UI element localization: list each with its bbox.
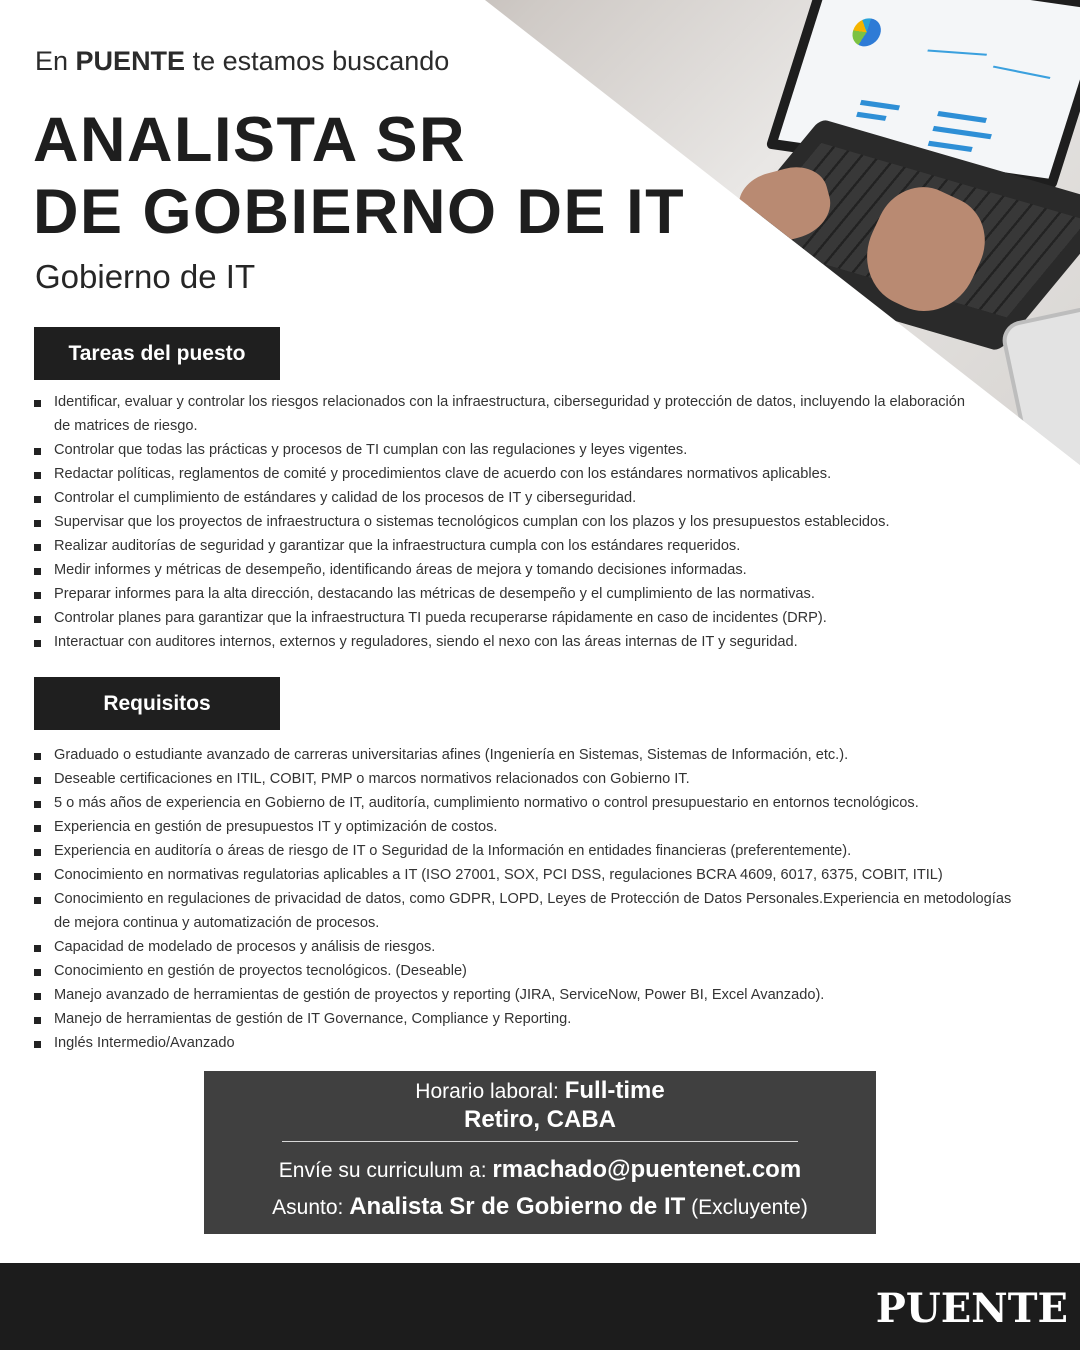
list-item: Controlar planes para garantizar que la infraestructura TI pueda recuperarse rápidamente en caso de incidentes (DRP). [34, 606, 984, 630]
list-item: Realizar auditorías de seguridad y garantizar que la infraestructura cumpla con los estándares requeridos. [34, 534, 984, 558]
list-item: Identificar, evaluar y controlar los riesgos relacionados con la infraestructura, ciberseguridad y protección de datos, incluyendo la elaboración de matrices de riesgo. [34, 390, 984, 438]
list-item: Inglés Intermedio/Avanzado [34, 1031, 1024, 1055]
list-item: Medir informes y métricas de desempeño, identificando áreas de mejora y tomando decisiones informadas. [34, 558, 984, 582]
job-title-line2: DE GOBIERNO DE IT [33, 177, 686, 247]
list-item: Graduado o estudiante avanzado de carreras universitarias afines (Ingeniería en Sistemas, Sistemas de Información, etc.). [34, 743, 1024, 767]
schedule-label: Horario laboral: [415, 1080, 559, 1103]
job-title-line1: ANALISTA SR [33, 105, 466, 175]
list-item: Controlar que todas las prácticas y procesos de TI cumplan con las regulaciones y leyes vigentes. [34, 438, 984, 462]
location-value: Retiro, CABA [463, 1106, 616, 1133]
phone-graphic [999, 299, 1080, 470]
list-item: Preparar informes para la alta dirección, destacando las métricas de desempeño y el cumplimiento de las normativas. [34, 582, 984, 606]
info-divider [282, 1141, 798, 1142]
job-area: Gobierno de IT [35, 258, 256, 295]
subject-value: Analista Sr de Gobierno de IT [349, 1193, 686, 1220]
footer-bar [0, 1263, 1080, 1350]
list-item: Redactar políticas, reglamentos de comité y procedimientos clave de acuerdo con los estándares normativos aplicables. [34, 462, 984, 486]
subject-row [204, 1189, 876, 1226]
list-item: Deseable certificaciones en ITIL, COBIT, PMP o marcos normativos relacionados con Gobierno IT. [34, 767, 1024, 791]
requisitos-list [34, 743, 1024, 1055]
intro-line: En PUENTE te estamos buscando [35, 46, 450, 76]
puente-logo: PUENTE [875, 1285, 1068, 1332]
requisitos-heading: Requisitos [34, 677, 280, 730]
list-item: Controlar el cumplimiento de estándares y calidad de los procesos de IT y ciberseguridad. [34, 486, 984, 510]
list-item: Manejo avanzado de herramientas de gestión de proyectos y reporting (JIRA, ServiceNow, Power BI, Excel Avanzado). [34, 983, 1024, 1007]
email-row [204, 1152, 876, 1189]
list-item: Conocimiento en normativas regulatorias aplicables a IT (ISO 27001, SOX, PCI DSS, regulaciones BCRA 4609, 6017, 6375, COBIT, ITIL) [34, 863, 1024, 887]
list-item: Capacidad de modelado de procesos y análisis de riesgos. [34, 935, 1024, 959]
list-item: Experiencia en gestión de presupuestos IT y optimización de costos. [34, 815, 1024, 839]
email-label: Envíe su curriculum a: [278, 1159, 487, 1182]
schedule-value: Full-time [564, 1077, 665, 1104]
job-title [33, 104, 685, 248]
list-item: Interactuar con auditores internos, externos y reguladores, siendo el nexo con las áreas internas de IT y seguridad. [34, 630, 984, 654]
list-item: Manejo de herramientas de gestión de IT Governance, Compliance y Reporting. [34, 1007, 1024, 1031]
subject-label: Asunto: [272, 1196, 344, 1219]
tareas-heading: Tareas del puesto [34, 327, 280, 380]
location-row [204, 1106, 876, 1135]
intro-brand: PUENTE [75, 46, 186, 76]
list-item: 5 o más años de experiencia en Gobierno de IT, auditoría, cumplimiento normativo o control presupuestario en entornos tecnológicos. [34, 791, 1024, 815]
email-link[interactable]: rmachado@puentenet.com [492, 1156, 802, 1183]
list-item: Conocimiento en gestión de proyectos tecnológicos. (Deseable) [34, 959, 1024, 983]
list-item: Supervisar que los proyectos de infraestructura o sistemas tecnológicos cumplan con los plazos y los presupuestos establecidos. [34, 510, 984, 534]
list-item: Conocimiento en regulaciones de privacidad de datos, como GDPR, LOPD, Leyes de Protección de Datos Personales.Experiencia en metodologías de mejora continua y automatización de procesos. [34, 887, 1024, 935]
schedule-row [204, 1077, 876, 1106]
subject-note: (Excluyente) [691, 1196, 808, 1219]
list-item: Experiencia en auditoría o áreas de riesgo de IT o Seguridad de la Información en entidades financieras (preferentemente). [34, 839, 1024, 863]
tareas-list [34, 390, 984, 654]
application-info-box [204, 1071, 876, 1234]
